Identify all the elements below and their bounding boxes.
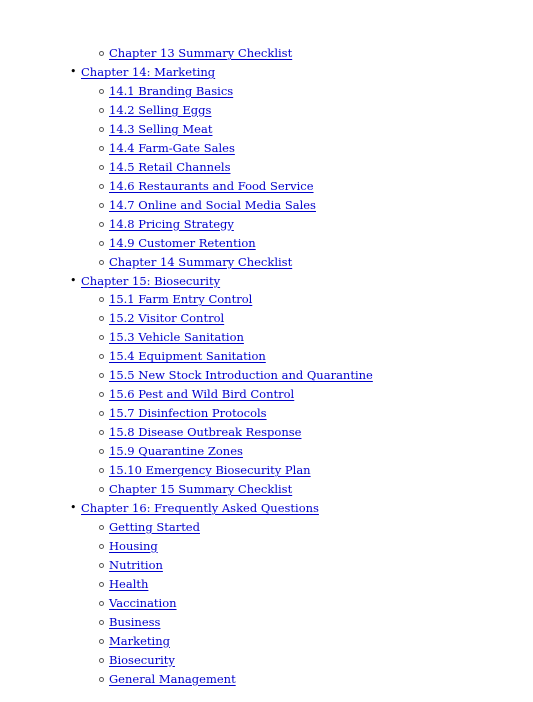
toc-chapter-link-chapter-16-frequently-asked-questions[interactable]: Chapter 16: Frequently Asked Questions [81,501,319,515]
hollow-bullet-icon [99,127,104,132]
toc-link-14-7-online-and-social-media-sales[interactable]: 14.7 Online and Social Media Sales [109,197,316,212]
hollow-bullet-icon [99,89,104,94]
toc-link-marketing[interactable]: Marketing [109,633,170,648]
toc-subitem-14-4-farm-gate-sales [81,139,533,158]
hollow-bullet-icon [99,392,104,397]
toc-link-14-1-branding-basics[interactable]: 14.1 Branding Basics [109,83,234,98]
toc-chapter-chapter-14-marketing [0,63,533,272]
hollow-bullet-icon [99,487,104,492]
hollow-bullet-icon [99,51,104,56]
toc-subitem-chapter-14-summary-checklist [81,253,533,272]
toc-subitem-15-3-vehicle-sanitation [81,328,533,347]
hollow-bullet-icon [99,316,104,321]
toc-chapter-link-chapter-14-marketing[interactable]: Chapter 14: Marketing [81,65,216,79]
toc-subitem-general-management [81,670,533,689]
toc-subitem-vaccination [81,594,533,613]
hollow-bullet-icon [99,430,104,435]
chapter-list [0,63,533,689]
toc-subitem-nutrition [81,556,533,575]
toc-subitem-14-1-branding-basics [81,82,533,101]
toc-link-15-7-disinfection-protocols[interactable]: 15.7 Disinfection Protocols [109,406,267,420]
toc-link-15-9-quarantine-zones[interactable]: 15.9 Quarantine Zones [109,444,243,458]
filled-bullet-icon: • [70,273,77,287]
toc-link-chapter-15-summary-checklist[interactable]: Chapter 15 Summary Checklist [109,482,293,496]
chapter-subsection-list [81,290,533,499]
hollow-bullet-icon [99,544,104,549]
hollow-bullet-icon [99,373,104,378]
toc-link-14-2-selling-eggs[interactable]: 14.2 Selling Eggs [109,102,212,117]
hollow-bullet-icon [99,563,104,568]
hollow-bullet-icon [99,582,104,587]
toc-chapter-chapter-16-frequently-asked-questions [0,499,533,689]
toc-subitem-15-9-quarantine-zones [81,442,533,461]
toc-subitem-14-2-selling-eggs [81,101,533,120]
hollow-bullet-icon [99,601,104,606]
toc-link-chapter-13-summary-checklist[interactable]: Chapter 13 Summary Checklist [109,46,293,60]
toc-subitem-14-3-selling-meat [81,120,533,139]
toc-link-chapter-14-summary-checklist[interactable]: Chapter 14 Summary Checklist [109,254,293,269]
hollow-bullet-icon [99,108,104,113]
chapter-subsection-list [81,82,533,272]
hollow-bullet-icon [99,411,104,416]
toc-link-housing[interactable]: Housing [109,538,158,553]
toc-link-15-10-emergency-biosecurity-plan[interactable]: 15.10 Emergency Biosecurity Plan [109,463,311,477]
chapter-13-subsection-list [81,44,533,63]
hollow-bullet-icon [99,260,104,265]
chapter-subsection-list [81,518,533,689]
chapter-heading-row [70,499,533,518]
toc-link-14-5-retail-channels[interactable]: 14.5 Retail Channels [109,159,231,174]
chapter-heading-row [70,272,533,291]
toc-subitem-14-6-restaurants-and-food-service [81,177,533,196]
toc-subitem-housing [81,537,533,556]
toc-link-health[interactable]: Health [109,576,149,591]
chapter-13-tail [0,44,533,63]
toc-chapter-chapter-15-biosecurity [0,272,533,500]
toc-link-biosecurity[interactable]: Biosecurity [109,652,175,667]
hollow-bullet-icon [99,165,104,170]
toc-link-14-6-restaurants-and-food-service[interactable]: 14.6 Restaurants and Food Service [109,178,314,193]
toc-subitem-biosecurity [81,651,533,670]
hollow-bullet-icon [99,335,104,340]
toc-link-getting-started[interactable]: Getting Started [109,519,200,534]
hollow-bullet-icon [99,184,104,189]
toc-subitem-health [81,575,533,594]
toc-subitem-business [81,613,533,632]
toc-subitem-15-10-emergency-biosecurity-plan [81,461,533,480]
toc-subitem-getting-started [81,518,533,537]
toc-subitem-chapter-13-summary-checklist [81,44,533,63]
hollow-bullet-icon [99,525,104,530]
toc-link-15-4-equipment-sanitation[interactable]: 15.4 Equipment Sanitation [109,349,266,363]
toc-link-14-9-customer-retention[interactable]: 14.9 Customer Retention [109,235,256,250]
toc-subitem-15-8-disease-outbreak-response [81,423,533,442]
toc-subitem-15-7-disinfection-protocols [81,404,533,423]
toc-subitem-15-5-new-stock-introduction-and-quarantine [81,366,533,385]
toc-link-15-1-farm-entry-control[interactable]: 15.1 Farm Entry Control [109,292,253,306]
toc-subitem-chapter-15-summary-checklist [81,480,533,499]
toc-link-15-2-visitor-control[interactable]: 15.2 Visitor Control [109,311,225,325]
toc-subitem-14-5-retail-channels [81,158,533,177]
toc-link-general-management[interactable]: General Management [109,671,236,686]
toc-subitem-15-4-equipment-sanitation [81,347,533,366]
hollow-bullet-icon [99,203,104,208]
toc-link-15-8-disease-outbreak-response[interactable]: 15.8 Disease Outbreak Response [109,425,302,439]
toc-link-business[interactable]: Business [109,614,161,629]
hollow-bullet-icon [99,354,104,359]
toc-link-14-3-selling-meat[interactable]: 14.3 Selling Meat [109,121,213,136]
hollow-bullet-icon [99,146,104,151]
toc-link-15-3-vehicle-sanitation[interactable]: 15.3 Vehicle Sanitation [109,330,244,344]
toc-link-nutrition[interactable]: Nutrition [109,557,163,572]
toc-link-14-8-pricing-strategy[interactable]: 14.8 Pricing Strategy [109,216,234,231]
hollow-bullet-icon [99,620,104,625]
toc-subitem-15-6-pest-and-wild-bird-control [81,385,533,404]
toc-subitem-15-1-farm-entry-control [81,290,533,309]
toc-subitem-15-2-visitor-control [81,309,533,328]
toc-subitem-14-8-pricing-strategy [81,215,533,234]
toc-link-14-4-farm-gate-sales[interactable]: 14.4 Farm-Gate Sales [109,140,235,155]
chapter-heading-row [70,63,533,82]
hollow-bullet-icon [99,297,104,302]
hollow-bullet-icon [99,639,104,644]
toc-subitem-14-9-customer-retention [81,234,533,253]
filled-bullet-icon: • [70,65,77,78]
table-of-contents [0,44,533,689]
hollow-bullet-icon [99,449,104,454]
toc-chapter-link-chapter-15-biosecurity[interactable]: Chapter 15: Biosecurity [81,273,221,288]
filled-bullet-icon: • [70,501,77,514]
toc-subitem-marketing [81,632,533,651]
hollow-bullet-icon [99,241,104,246]
toc-subitem-14-7-online-and-social-media-sales [81,196,533,215]
hollow-bullet-icon [99,658,104,663]
hollow-bullet-icon [99,222,104,227]
toc-link-vaccination[interactable]: Vaccination [109,595,177,610]
toc-link-15-6-pest-and-wild-bird-control[interactable]: 15.6 Pest and Wild Bird Control [109,387,295,401]
hollow-bullet-icon [99,677,104,682]
toc-link-15-5-new-stock-introduction-and-quarantine[interactable]: 15.5 New Stock Introduction and Quarantine [109,368,373,382]
hollow-bullet-icon [99,468,104,473]
